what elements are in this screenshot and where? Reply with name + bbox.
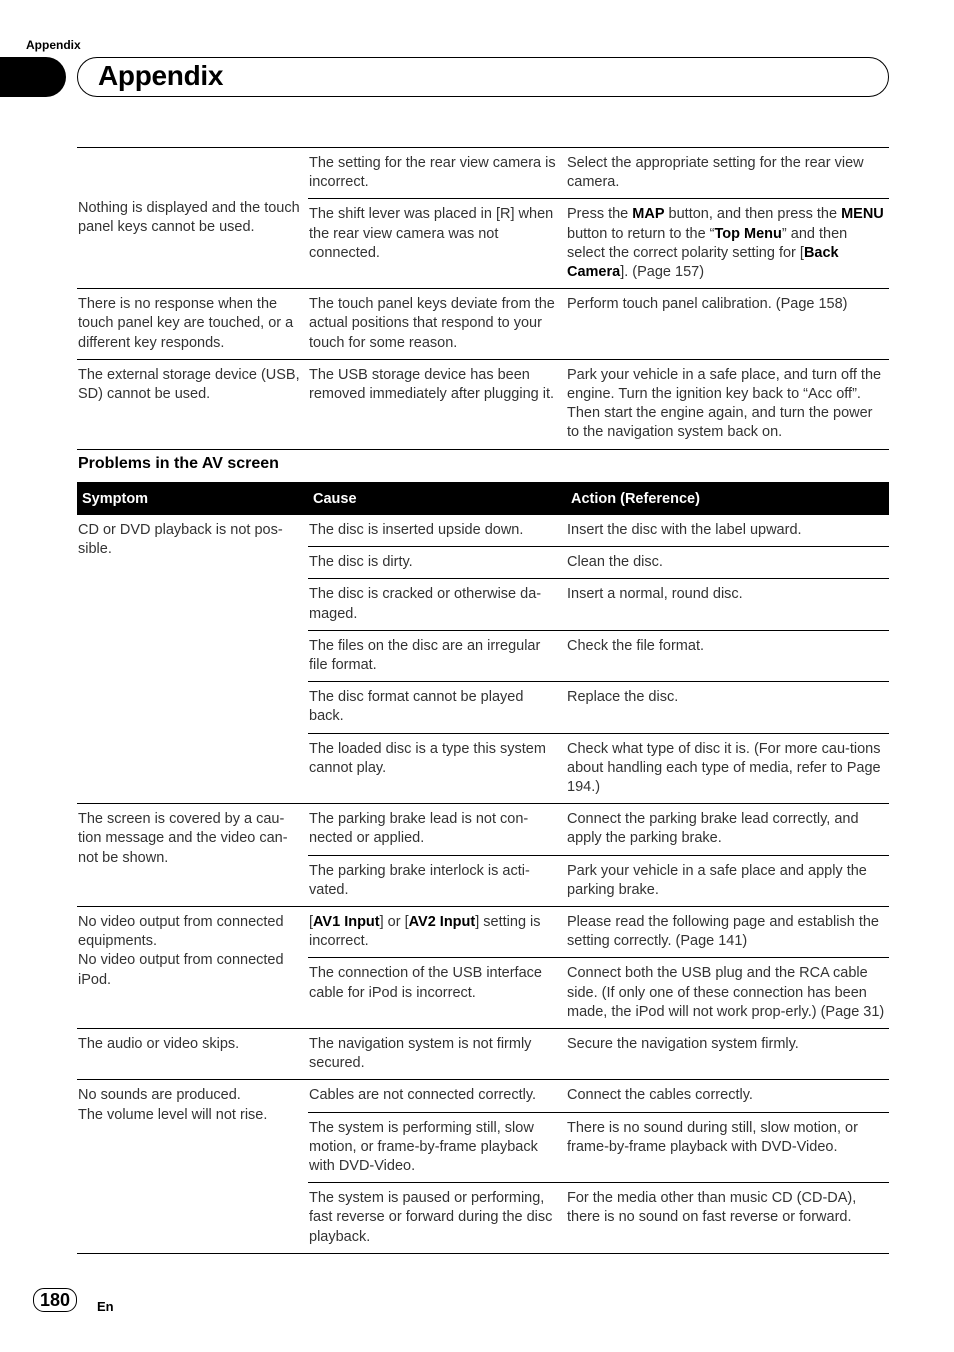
- section-heading: Problems in the AV screen: [78, 455, 279, 472]
- cause-cell: The touch panel keys deviate from the actual positions that respond to your touch for some reason.: [308, 289, 566, 360]
- cause-cell: The shift lever was placed in [R] when the rear view camera was not connected.: [308, 199, 566, 289]
- action-cell: Connect the parking brake lead correctly, and apply the parking brake.: [566, 804, 889, 855]
- cause-cell: The loaded disc is a type this system cannot play.: [308, 733, 566, 804]
- symptom-cell-line: The volume level will not rise.: [78, 1106, 268, 1123]
- cause-cell: [AV1 Input] or [AV2 Input] setting is incorrect.: [308, 907, 566, 958]
- symptom-cell: CD or DVD playback is not pos-sible.: [78, 522, 283, 558]
- cause-cell: The USB storage device has been removed immediately after plugging it.: [308, 359, 566, 449]
- cause-cell: The parking brake lead is not con-nected or applied.: [308, 804, 566, 855]
- cause-cell: The setting for the rear view camera is incorrect.: [309, 155, 556, 191]
- table-row: [77, 515, 889, 547]
- action-cell: Perform touch panel calibration. (Page 158): [566, 289, 889, 360]
- symptom-cell: Nothing is displayed and the touch panel keys cannot be used.: [78, 199, 300, 236]
- troubleshooting-table-continued: [77, 147, 889, 450]
- action-cell: Connect both the USB plug and the RCA cable side. (If only one of these connection has been made, the iPod will not work prop-erly.) (Page 31): [566, 958, 889, 1029]
- header-symptom: Symptom: [77, 482, 308, 515]
- symptom-cell: The audio or video skips.: [77, 1029, 308, 1080]
- cause-cell: The disc is cracked or otherwise da-maged.: [308, 579, 566, 630]
- action-cell: Insert the disc with the label upward.: [567, 522, 802, 538]
- table-row: [77, 907, 889, 958]
- symptom-cell: [77, 1080, 308, 1253]
- action-cell: Clean the disc.: [566, 547, 889, 579]
- header-action: Action (Reference): [566, 482, 889, 515]
- action-cell: Press the MAP button, and then press the MENU button to return to the “Top Menu” and then select the correct polarity setting for [Back Camera]. (Page 157): [566, 199, 889, 289]
- page-number: 180: [33, 1288, 77, 1312]
- symptom-cell-line: No video output from connected iPod.: [78, 952, 284, 988]
- cause-cell: The connection of the USB interface cable for iPod is incorrect.: [308, 958, 566, 1029]
- symptom-cell: The screen is covered by a cau-tion message and the video can-not be shown.: [77, 804, 308, 907]
- action-cell: Park your vehicle in a safe place, and turn off the engine. Turn the ignition key back to “Acc off”. Then start the engine again, and turn the power to the navigation system back on.: [566, 359, 889, 449]
- symptom-cell-line: No video output from connected equipments.: [78, 914, 284, 950]
- cause-cell: The files on the disc are an irregular file format.: [308, 630, 566, 681]
- action-cell: For the media other than music CD (CD-DA), there is no sound on fast reverse or forward.: [566, 1183, 889, 1254]
- symptom-cell: The external storage device (USB, SD) cannot be used.: [77, 359, 308, 449]
- action-cell: Select the appropriate setting for the rear view camera.: [567, 155, 864, 191]
- action-cell: Insert a normal, round disc.: [566, 579, 889, 630]
- action-cell: Check what type of disc it is. (For more cau-tions about handling each type of media, refer to Page 194.): [566, 733, 889, 804]
- running-head: Appendix: [26, 38, 81, 52]
- header-cause: Cause: [308, 482, 566, 515]
- cause-cell: The disc format cannot be played back.: [308, 682, 566, 733]
- cause-cell: Cables are not connected correctly.: [308, 1080, 566, 1112]
- action-cell: There is no sound during still, slow motion, or frame-by-frame playback with DVD-Video.: [566, 1112, 889, 1183]
- table-row: [77, 289, 889, 360]
- table-row: [77, 148, 889, 199]
- cause-cell: The parking brake interlock is acti-vated.: [308, 855, 566, 906]
- action-cell: Secure the navigation system firmly.: [566, 1029, 889, 1080]
- symptom-cell: [77, 907, 308, 1029]
- cause-cell: The disc is dirty.: [308, 547, 566, 579]
- cause-cell: The navigation system is not firmly secured.: [308, 1029, 566, 1080]
- cause-cell: The system is performing still, slow motion, or frame-by-frame playback with DVD-Video.: [308, 1112, 566, 1183]
- action-cell: Please read the following page and establish the setting correctly. (Page 141): [566, 907, 889, 958]
- chapter-tab-marker: [0, 57, 66, 97]
- action-cell: Replace the disc.: [566, 682, 889, 733]
- cause-cell: The system is paused or performing, fast reverse or forward during the disc playback.: [308, 1183, 566, 1254]
- chapter-title: Appendix: [98, 60, 224, 91]
- chapter-title-bar: [77, 57, 889, 97]
- symptom-cell: There is no response when the touch panel key are touched, or a different key responds.: [77, 289, 308, 360]
- action-cell: Connect the cables correctly.: [566, 1080, 889, 1112]
- table-row: [77, 359, 889, 449]
- table-header-row: [77, 482, 889, 515]
- cause-cell: The disc is inserted upside down.: [309, 522, 524, 538]
- action-cell: Park your vehicle in a safe place and apply the parking brake.: [566, 855, 889, 906]
- av-problems-table: [77, 482, 889, 1254]
- language-code: En: [97, 1299, 114, 1314]
- table-row: [77, 804, 889, 855]
- action-cell: Check the file format.: [566, 630, 889, 681]
- table-row: [77, 1080, 889, 1112]
- symptom-cell-line: No sounds are produced.: [78, 1087, 241, 1104]
- table-row: [77, 1029, 889, 1080]
